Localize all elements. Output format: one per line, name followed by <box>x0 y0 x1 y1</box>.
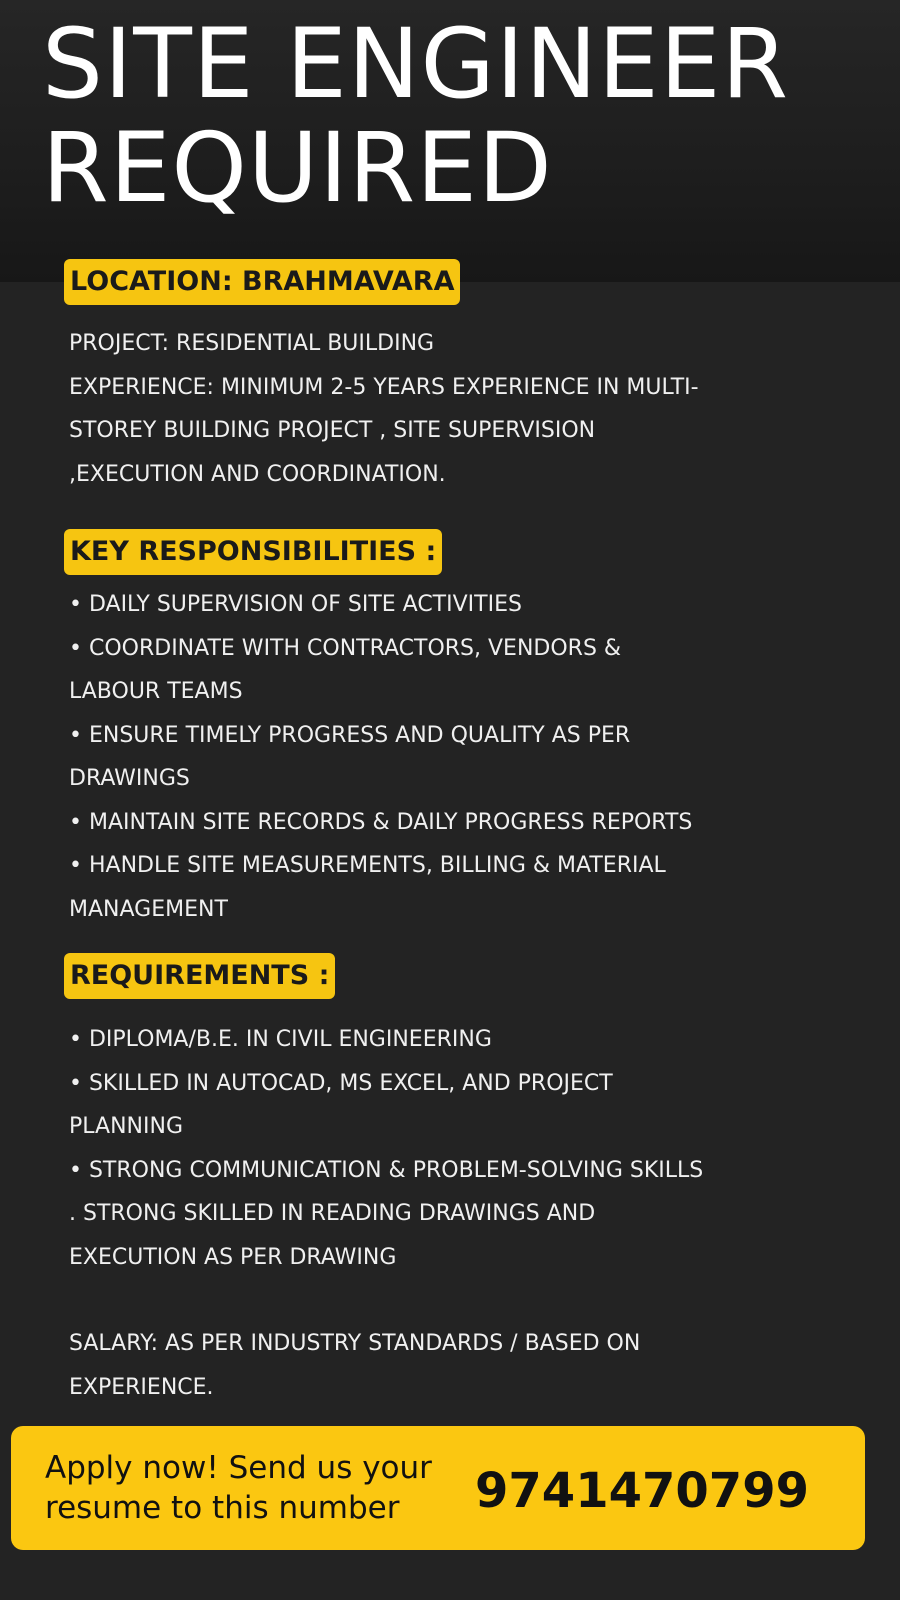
list-item: • HANDLE SITE MEASUREMENTS, BILLING & MATERIAL <box>69 853 666 878</box>
title-line-2: REQUIRED <box>42 112 553 224</box>
list-item: PLANNING <box>69 1114 183 1139</box>
list-item: • DAILY SUPERVISION OF SITE ACTIVITIES <box>69 592 522 617</box>
salary-line: EXPERIENCE. <box>69 1374 214 1400</box>
list-item: DRAWINGS <box>69 766 190 791</box>
experience-line: EXPERIENCE: MINIMUM 2-5 YEARS EXPERIENCE IN MULTI- <box>69 374 699 400</box>
list-item: • MAINTAIN SITE RECORDS & DAILY PROGRESS REPORTS <box>69 809 693 835</box>
salary-info <box>69 1322 859 1409</box>
responsibilities-heading: KEY RESPONSIBILITIES : <box>64 529 442 575</box>
project-details <box>69 322 859 496</box>
list-item: EXECUTION AS PER DRAWING <box>69 1244 397 1270</box>
apply-text <box>45 1448 432 1528</box>
list-item: MANAGEMENT <box>69 896 228 922</box>
list-item: • ENSURE TIMELY PROGRESS AND QUALITY AS PER <box>69 722 631 748</box>
list-item: • STRONG COMMUNICATION & PROBLEM-SOLVING SKILLS <box>69 1157 704 1183</box>
experience-line: STOREY BUILDING PROJECT , SITE SUPERVISION <box>69 418 596 443</box>
list-item: . STRONG SKILLED IN READING DRAWINGS AND <box>69 1201 596 1226</box>
project-line: PROJECT: RESIDENTIAL BUILDING <box>69 331 435 356</box>
requirements-list <box>69 1018 859 1279</box>
list-item: • SKILLED IN AUTOCAD, MS EXCEL, AND PROJECT <box>69 1070 613 1096</box>
location-tag: LOCATION: BRAHMAVARA <box>64 259 460 305</box>
list-item: LABOUR TEAMS <box>69 679 243 704</box>
phone-number[interactable]: 9741470799 <box>475 1463 809 1519</box>
list-item: • DIPLOMA/B.E. IN CIVIL ENGINEERING <box>69 1027 492 1052</box>
title-line-1: SITE ENGINEER <box>42 8 790 120</box>
experience-line: ,EXECUTION AND COORDINATION. <box>69 461 446 487</box>
page-title <box>42 8 790 224</box>
list-item: • COORDINATE WITH CONTRACTORS, VENDORS & <box>69 635 622 661</box>
requirements-heading: REQUIREMENTS : <box>64 953 335 999</box>
header-banner <box>0 0 900 282</box>
salary-line: SALARY: AS PER INDUSTRY STANDARDS / BASED ON <box>69 1331 641 1356</box>
apply-line-1: Apply now! Send us your <box>45 1450 432 1486</box>
responsibilities-list <box>69 583 859 931</box>
apply-line-2: resume to this number <box>45 1490 400 1526</box>
apply-banner <box>11 1426 865 1550</box>
